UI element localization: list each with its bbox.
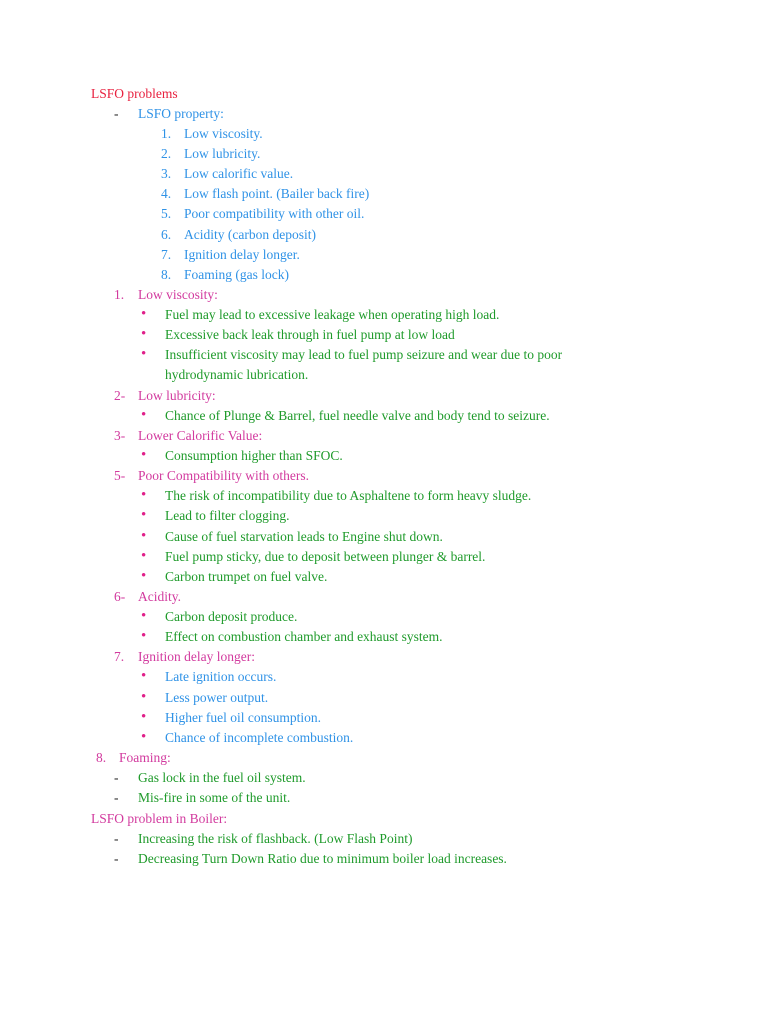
dash-item: Mis-fire in some of the unit.: [138, 790, 291, 805]
section-heading: Foaming:: [119, 750, 171, 765]
dash-marker: -: [114, 106, 119, 121]
dash-item: Increasing the risk of flashback. (Low Flash Point): [138, 831, 413, 846]
bullet-item: The risk of incompatibility due to Asphaltene to form heavy sludge.: [165, 488, 532, 503]
property-num: 1.: [161, 126, 172, 141]
bullet-item: Cause of fuel starvation leads to Engine shut down.: [165, 529, 443, 544]
bullet-marker: •: [141, 568, 147, 584]
bullet-marker: •: [141, 407, 147, 423]
bullet-marker: •: [141, 447, 147, 463]
section-heading: Low viscosity:: [138, 287, 218, 302]
property-heading: LSFO property:: [138, 106, 224, 121]
bullet-marker: •: [141, 326, 147, 342]
section-number: 3-: [114, 428, 126, 443]
section-heading: Acidity.: [138, 589, 181, 604]
dash-item: Decreasing Turn Down Ratio due to minimum boiler load increases.: [138, 851, 507, 866]
property-item: Ignition delay longer.: [184, 247, 300, 262]
bullet-item: Effect on combustion chamber and exhaust system.: [165, 629, 443, 644]
bullet-item-continuation: hydrodynamic lubrication.: [165, 367, 309, 382]
bullet-item: Excessive back leak through in fuel pump at low load: [165, 327, 455, 342]
property-item: Low viscosity.: [184, 126, 263, 141]
bullet-marker: •: [141, 729, 147, 745]
bullet-marker: •: [141, 668, 147, 684]
section-heading: Low lubricity:: [138, 388, 216, 403]
bullet-item: Carbon trumpet on fuel valve.: [165, 569, 328, 584]
section-heading: Poor Compatibility with others.: [138, 468, 309, 483]
property-num: 3.: [161, 166, 172, 181]
property-item: Low flash point. (Bailer back fire): [184, 186, 370, 201]
bullet-marker: •: [141, 628, 147, 644]
property-num: 7.: [161, 247, 172, 262]
dash-marker: -: [114, 851, 119, 866]
bullet-item: Fuel pump sticky, due to deposit between plunger & barrel.: [165, 549, 486, 564]
dash-marker: -: [114, 831, 119, 846]
bullet-marker: •: [141, 689, 147, 705]
property-item: Low calorific value.: [184, 166, 294, 181]
bullet-marker: •: [141, 608, 147, 624]
bullet-marker: •: [141, 528, 147, 544]
dash-item: Gas lock in the fuel oil system.: [138, 770, 306, 785]
property-item: Acidity (carbon deposit): [184, 227, 316, 242]
dash-marker: -: [114, 770, 119, 785]
section-number: 1.: [114, 287, 125, 302]
bullet-marker: •: [141, 487, 147, 503]
section-number: 7.: [114, 649, 125, 664]
bullet-item: Fuel may lead to excessive leakage when operating high load.: [165, 307, 500, 322]
section-number: 5-: [114, 468, 126, 483]
section-heading: Lower Calorific Value:: [138, 428, 263, 443]
property-item: Low lubricity.: [184, 146, 261, 161]
section-number: 6-: [114, 589, 126, 604]
bullet-marker: •: [141, 507, 147, 523]
bullet-item: Higher fuel oil consumption.: [165, 710, 321, 725]
bullet-item: Consumption higher than SFOC.: [165, 448, 343, 463]
property-num: 6.: [161, 227, 172, 242]
property-num: 8.: [161, 267, 172, 282]
bullet-item: Carbon deposit produce.: [165, 609, 298, 624]
section-number: 8.: [96, 750, 107, 765]
bullet-item: Chance of Plunge & Barrel, fuel needle valve and body tend to seizure.: [165, 408, 550, 423]
section-heading: Ignition delay longer:: [138, 649, 255, 664]
section-number: 2-: [114, 388, 126, 403]
bullet-marker: •: [141, 346, 147, 362]
property-num: 5.: [161, 206, 172, 221]
property-num: 4.: [161, 186, 172, 201]
bullet-marker: •: [141, 709, 147, 725]
property-num: 2.: [161, 146, 172, 161]
property-item: Foaming (gas lock): [184, 267, 289, 282]
bullet-marker: •: [141, 306, 147, 322]
document-title: LSFO problems: [91, 86, 178, 101]
property-item: Poor compatibility with other oil.: [184, 206, 365, 221]
bullet-item: Less power output.: [165, 690, 269, 705]
bullet-item: Late ignition occurs.: [165, 669, 277, 684]
dash-marker: -: [114, 790, 119, 805]
boiler-heading: LSFO problem in Boiler:: [91, 811, 228, 826]
bullet-item: Chance of incomplete combustion.: [165, 730, 354, 745]
bullet-marker: •: [141, 548, 147, 564]
bullet-item: Insufficient viscosity may lead to fuel pump seizure and wear due to poor: [165, 347, 563, 362]
bullet-item: Lead to filter clogging.: [165, 508, 290, 523]
